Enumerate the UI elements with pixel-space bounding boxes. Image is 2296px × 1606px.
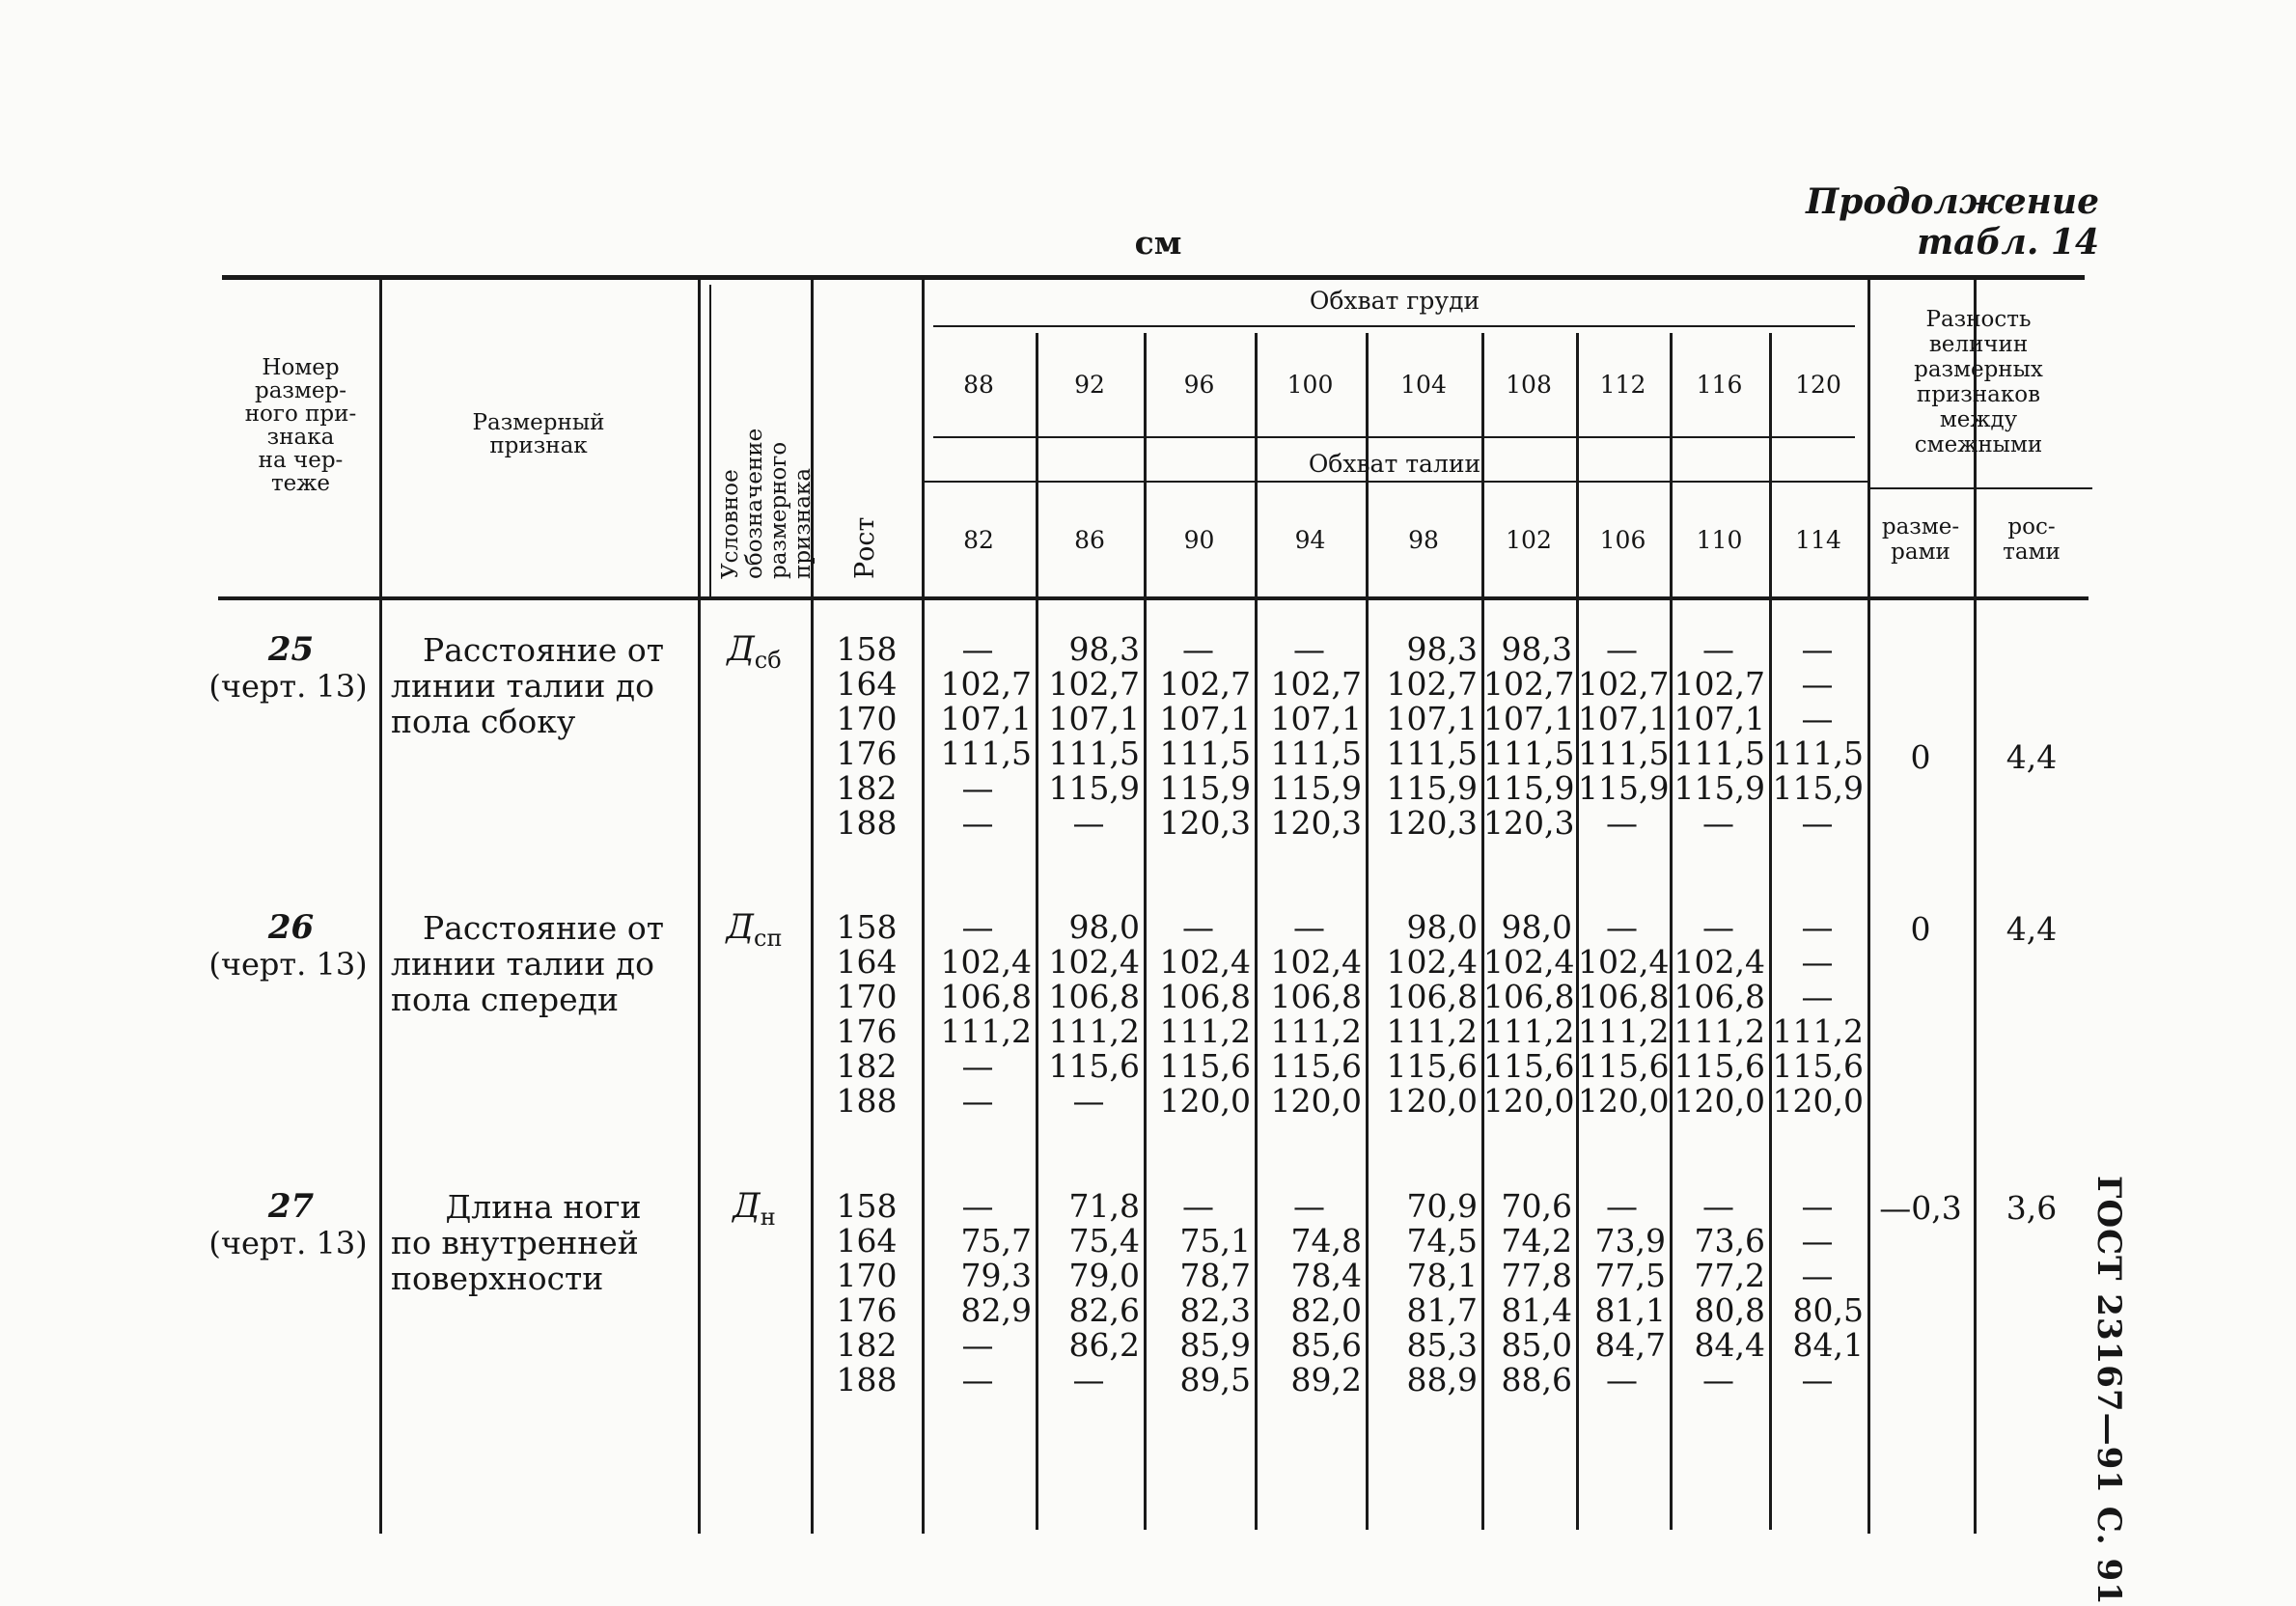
height-value: 188 [836, 804, 898, 842]
feature-drawing-ref: (черт. 13) [208, 946, 368, 983]
table-cell: 84,1 [1792, 1326, 1864, 1364]
feature-symbol-sub: н [760, 1204, 776, 1231]
table-cell: 111,5 [1048, 734, 1140, 772]
table-cell: 102,4 [1270, 943, 1362, 981]
table-cell: — [961, 908, 994, 946]
header-feature-line: признак [489, 433, 588, 458]
table-cell: — [1072, 1082, 1105, 1120]
table-cell: 120,3 [1159, 804, 1251, 842]
feature-name-line: по внутренней [391, 1224, 639, 1261]
table-cell: — [1801, 804, 1834, 842]
table-cell: 111,5 [1578, 734, 1670, 772]
height-value: 176 [836, 734, 898, 772]
table-cell: 74,5 [1406, 1222, 1478, 1260]
table-cell: 111,5 [940, 734, 1032, 772]
table-cell: — [961, 804, 994, 842]
header-diff-sizes: рами [1891, 540, 1950, 565]
table-cell: 89,2 [1290, 1361, 1362, 1398]
table-cell: — [1606, 1361, 1638, 1398]
header-waist-value: 102 [1506, 526, 1552, 554]
table-cell: — [1801, 665, 1834, 703]
feature-name-line: Расстояние от [423, 631, 664, 669]
table-cell: 85,0 [1501, 1326, 1572, 1364]
table-cell: 102,4 [940, 943, 1032, 981]
header-symbol-line: признака [790, 467, 816, 579]
header-chest-value: 104 [1400, 371, 1447, 399]
feature-name-line: пола спереди [391, 981, 619, 1018]
table-cell: 80,5 [1792, 1291, 1864, 1329]
table-cell: 107,1 [1483, 700, 1575, 737]
table-cell: — [1606, 908, 1638, 946]
table-cell: 106,8 [1270, 978, 1362, 1015]
rule-horizontal [222, 275, 2085, 280]
table-cell: 102,4 [1159, 943, 1251, 981]
feature-symbol: $Д_{сб}$ [727, 630, 782, 674]
rule-horizontal [1870, 487, 2092, 489]
table-cell: 120,0 [1483, 1082, 1575, 1120]
table-cell: 86,2 [1068, 1326, 1140, 1364]
table-cell: — [1606, 630, 1638, 668]
table-cell: 75,1 [1179, 1222, 1251, 1260]
table-cell: — [1606, 1187, 1638, 1225]
table-cell: 115,6 [1483, 1047, 1575, 1085]
table-cell: — [961, 1326, 994, 1364]
side-gost-label: ГОСТ 23167—91 С. 91 [2089, 1176, 2128, 1606]
table-cell: 81,4 [1501, 1291, 1572, 1329]
height-value: 164 [836, 665, 898, 703]
table-cell: 115,9 [1483, 769, 1575, 807]
header-rost: Рост [850, 516, 880, 579]
table-cell: 120,3 [1483, 804, 1575, 842]
table-cell: — [1801, 700, 1834, 737]
header-waist-value: 90 [1183, 526, 1215, 554]
table-cell: 82,9 [960, 1291, 1032, 1329]
table-cell: 115,6 [1578, 1047, 1670, 1085]
header-waist-group: Обхват талии [1308, 450, 1481, 478]
header-feature-line: Размерный [472, 410, 605, 435]
table-cell: 115,9 [1674, 769, 1765, 807]
table-cell: 98,0 [1406, 908, 1478, 946]
diff-sizes-value: 0 [1910, 738, 1931, 776]
feature-symbol: $Д_{сп}$ [726, 908, 783, 952]
header-waist-value: 106 [1599, 526, 1646, 554]
table-cell: 107,1 [1674, 700, 1765, 737]
feature-name-line: поверхности [391, 1260, 604, 1297]
table-cell: 88,6 [1501, 1361, 1572, 1398]
header-symbol-line: обозначение [742, 428, 767, 579]
height-value: 164 [836, 1222, 898, 1260]
table-cell: — [1182, 908, 1214, 946]
table-cell: 111,2 [1159, 1012, 1251, 1050]
feature-number: 27 [267, 1187, 315, 1226]
table-cell: 111,5 [1483, 734, 1575, 772]
table-cell: 115,9 [1772, 769, 1864, 807]
header-diff-heights: рос- [2007, 514, 2056, 540]
feature-symbol-sub: сб [754, 647, 782, 674]
header-diff-line: смежными [1914, 432, 2043, 457]
table-cell: — [1702, 804, 1734, 842]
table-cell: 79,0 [1068, 1257, 1140, 1294]
height-value: 188 [836, 1361, 898, 1398]
rule-horizontal [933, 436, 1855, 438]
table-cell: 111,2 [1386, 1012, 1478, 1050]
table-cell: 88,9 [1406, 1361, 1478, 1398]
table-cell: 79,3 [960, 1257, 1032, 1294]
feature-name-line: Длина ноги [445, 1188, 642, 1226]
table-cell: 120,3 [1386, 804, 1478, 842]
rule-vertical [698, 279, 701, 1534]
rule-horizontal [218, 596, 2089, 600]
header-symbol-line: Условное [718, 469, 743, 579]
header-diff-line: Разность [1925, 307, 2032, 332]
table-cell: — [961, 630, 994, 668]
feature-drawing-ref: (черт. 13) [208, 1225, 368, 1261]
table-cell: 77,5 [1594, 1257, 1666, 1294]
rule-horizontal [933, 325, 1855, 327]
table-cell: 89,5 [1179, 1361, 1251, 1398]
table-cell: 102,4 [1674, 943, 1765, 981]
table-cell: 75,7 [960, 1222, 1032, 1260]
table-cell: — [1702, 1187, 1734, 1225]
diff-heights-value: 3,6 [2006, 1189, 2058, 1227]
table-cell: 102,7 [1578, 665, 1670, 703]
table-cell: 111,2 [940, 1012, 1032, 1050]
table-cell: 115,9 [1048, 769, 1140, 807]
table-cell: 111,5 [1386, 734, 1478, 772]
header-waist-value: 82 [963, 526, 994, 554]
feature-name-line: пола сбоку [391, 703, 576, 740]
table-cell: — [961, 1082, 994, 1120]
header-diff-line: величин [1928, 332, 2029, 357]
table-cell: — [1293, 1187, 1325, 1225]
table-cell: 111,2 [1674, 1012, 1765, 1050]
table-cell: 82,0 [1290, 1291, 1362, 1329]
header-diff-heights: тами [2003, 540, 2061, 565]
table-cell: 77,2 [1694, 1257, 1765, 1294]
feature-symbol-sub: сп [754, 925, 783, 952]
table-cell: 102,7 [1674, 665, 1765, 703]
table-cell: 102,7 [1483, 665, 1575, 703]
table-cell: — [1702, 630, 1734, 668]
table-cell: 115,9 [1159, 769, 1251, 807]
table-cell: 71,8 [1068, 1187, 1140, 1225]
header-chest-value: 108 [1506, 371, 1552, 399]
header-number-line: на чер- [258, 448, 344, 473]
table-cell: 102,4 [1578, 943, 1670, 981]
table-cell: 111,5 [1772, 734, 1864, 772]
feature-symbol: $Д_н$ [733, 1187, 776, 1231]
table-cell: 111,5 [1270, 734, 1362, 772]
table-cell: 115,6 [1386, 1047, 1478, 1085]
header-chest-value: 116 [1696, 371, 1743, 399]
table-cell: 115,9 [1578, 769, 1670, 807]
header-waist-value: 110 [1696, 526, 1743, 554]
table-cell: 120,3 [1270, 804, 1362, 842]
table-cell: 106,8 [1578, 978, 1670, 1015]
table-cell: 102,7 [1048, 665, 1140, 703]
continuation-label: Продолжение табл. 14 [1806, 181, 2099, 263]
header-chest-value: 100 [1286, 371, 1334, 399]
table-cell: 106,8 [1674, 978, 1765, 1015]
table-cell: 102,7 [1159, 665, 1251, 703]
table-cell: 107,1 [940, 700, 1032, 737]
height-value: 158 [836, 1187, 898, 1225]
table-cell: — [1182, 1187, 1214, 1225]
header-number-line: теже [270, 471, 331, 496]
table-cell: 120,0 [1270, 1082, 1362, 1120]
table-cell: 120,0 [1674, 1082, 1765, 1120]
header-waist-value: 98 [1408, 526, 1439, 554]
feature-number: 25 [267, 630, 315, 669]
table-cell: — [1801, 1187, 1834, 1225]
feature-name-line: Расстояние от [423, 909, 664, 947]
table-cell: 111,5 [1159, 734, 1251, 772]
table-cell: 115,6 [1772, 1047, 1864, 1085]
table-cell: 81,1 [1594, 1291, 1666, 1329]
height-value: 176 [836, 1291, 898, 1329]
table-cell: 77,8 [1501, 1257, 1572, 1294]
header-number-line: Номер [262, 355, 340, 380]
table-cell: 102,7 [1270, 665, 1362, 703]
table-cell: 75,4 [1068, 1222, 1140, 1260]
table-cell: 98,3 [1501, 630, 1572, 668]
header-number-line: ного при- [244, 402, 357, 427]
rule-vertical [379, 279, 382, 1534]
table-cell: — [1801, 978, 1834, 1015]
table-cell: 84,4 [1694, 1326, 1765, 1364]
table-cell: — [1293, 908, 1325, 946]
height-value: 158 [836, 908, 898, 946]
feature-name-line: линии талии до [391, 945, 654, 983]
table-cell: — [961, 1187, 994, 1225]
table-cell: 115,9 [1270, 769, 1362, 807]
rule-vertical [1867, 279, 1870, 1534]
table-cell: 78,7 [1179, 1257, 1251, 1294]
table-cell: 120,0 [1159, 1082, 1251, 1120]
table-cell: 73,6 [1694, 1222, 1765, 1260]
header-diff-line: между [1939, 407, 2018, 432]
table-cell: 111,2 [1578, 1012, 1670, 1050]
height-value: 188 [836, 1082, 898, 1120]
table-cell: — [1702, 908, 1734, 946]
unit-label: см [1134, 224, 1182, 262]
table-cell: 102,7 [940, 665, 1032, 703]
table-cell: 115,6 [1159, 1047, 1251, 1085]
header-waist-value: 94 [1294, 526, 1326, 554]
height-value: 164 [836, 943, 898, 981]
table-cell: 115,6 [1048, 1047, 1140, 1085]
table-cell: 111,5 [1674, 734, 1765, 772]
table-cell: — [1606, 804, 1638, 842]
header-number-line: знака [266, 425, 335, 450]
table-cell: 111,2 [1483, 1012, 1575, 1050]
table-cell: 111,2 [1048, 1012, 1140, 1050]
table-cell: 98,3 [1068, 630, 1140, 668]
table-cell: 102,4 [1386, 943, 1478, 981]
height-value: 170 [836, 978, 898, 1015]
diff-sizes-value: 0 [1910, 910, 1931, 948]
table-cell: 85,3 [1406, 1326, 1478, 1364]
header-diff-line: признаков [1916, 382, 2041, 407]
table-cell: — [1801, 908, 1834, 946]
height-value: 182 [836, 769, 898, 807]
table-cell: 82,6 [1068, 1291, 1140, 1329]
header-chest-value: 88 [963, 371, 994, 399]
header-chest-value: 120 [1795, 371, 1841, 399]
table-cell: 80,8 [1694, 1291, 1765, 1329]
table-cell: 107,1 [1386, 700, 1478, 737]
table-cell: — [1801, 1222, 1834, 1260]
table-cell: 70,9 [1406, 1187, 1478, 1225]
table-cell: 78,1 [1406, 1257, 1478, 1294]
height-value: 176 [836, 1012, 898, 1050]
table-cell: — [1801, 1361, 1834, 1398]
table-cell: 102,4 [1048, 943, 1140, 981]
table-cell: 120,0 [1772, 1082, 1864, 1120]
table-cell: 98,3 [1406, 630, 1478, 668]
table-cell: — [1293, 630, 1325, 668]
height-value: 182 [836, 1047, 898, 1085]
height-value: 182 [836, 1326, 898, 1364]
header-chest-value: 112 [1599, 371, 1646, 399]
table-cell: 111,2 [1772, 1012, 1864, 1050]
table-cell: 74,2 [1501, 1222, 1572, 1260]
table-cell: — [1702, 1361, 1734, 1398]
table-cell: 106,8 [1386, 978, 1478, 1015]
table-cell: 102,4 [1483, 943, 1575, 981]
height-value: 170 [836, 700, 898, 737]
rule-vertical [709, 285, 711, 596]
feature-name-line: линии талии до [391, 667, 654, 705]
feature-number: 26 [267, 908, 315, 947]
header-chest-group: Обхват груди [1309, 287, 1480, 315]
table-cell: 70,6 [1501, 1187, 1572, 1225]
table-cell: 106,8 [940, 978, 1032, 1015]
table-cell: 106,8 [1159, 978, 1251, 1015]
table-cell: 115,6 [1674, 1047, 1765, 1085]
feature-drawing-ref: (черт. 13) [208, 668, 368, 705]
table-cell: — [1801, 943, 1834, 981]
table-cell: — [1182, 630, 1214, 668]
table-cell: 107,1 [1578, 700, 1670, 737]
table-cell: — [1801, 1257, 1834, 1294]
diff-heights-value: 4,4 [2006, 910, 2058, 948]
table-cell: 74,8 [1290, 1222, 1362, 1260]
table-cell: — [1072, 804, 1105, 842]
table-cell: 98,0 [1068, 908, 1140, 946]
table-cell: 120,0 [1386, 1082, 1478, 1120]
table-cell: 78,4 [1290, 1257, 1362, 1294]
table-cell: 107,1 [1048, 700, 1140, 737]
table-cell: 115,6 [1270, 1047, 1362, 1085]
table-cell: 73,9 [1594, 1222, 1666, 1260]
table-cell: 107,1 [1270, 700, 1362, 737]
diff-sizes-value: —0,3 [1879, 1189, 1962, 1227]
table-cell: 106,8 [1483, 978, 1575, 1015]
table-cell: — [1801, 630, 1834, 668]
table-cell: — [961, 1047, 994, 1085]
table-cell: 85,9 [1179, 1326, 1251, 1364]
table-cell: 84,7 [1594, 1326, 1666, 1364]
height-value: 170 [836, 1257, 898, 1294]
header-chest-value: 96 [1183, 371, 1215, 399]
table-cell: — [961, 1361, 994, 1398]
diff-heights-value: 4,4 [2006, 738, 2058, 776]
table-cell: 81,7 [1406, 1291, 1478, 1329]
header-waist-value: 114 [1795, 526, 1841, 554]
table-cell: 102,7 [1386, 665, 1478, 703]
table-cell: 98,0 [1501, 908, 1572, 946]
table-cell: — [961, 769, 994, 807]
table-cell: 82,3 [1179, 1291, 1251, 1329]
height-value: 158 [836, 630, 898, 668]
table-cell: — [1072, 1361, 1105, 1398]
table-cell: 120,0 [1578, 1082, 1670, 1120]
header-waist-value: 86 [1074, 526, 1105, 554]
header-number-line: размер- [255, 378, 346, 403]
table-cell: 85,6 [1290, 1326, 1362, 1364]
table-cell: 111,2 [1270, 1012, 1362, 1050]
rule-vertical [1974, 279, 1977, 1534]
header-symbol-line: размерного [766, 441, 791, 579]
table-cell: 107,1 [1159, 700, 1251, 737]
rule-horizontal [922, 481, 1867, 483]
header-chest-value: 92 [1074, 371, 1105, 399]
table-cell: 115,9 [1386, 769, 1478, 807]
header-diff-line: размерных [1914, 357, 2043, 382]
table-cell: 106,8 [1048, 978, 1140, 1015]
header-diff-sizes: разме- [1881, 514, 1960, 540]
